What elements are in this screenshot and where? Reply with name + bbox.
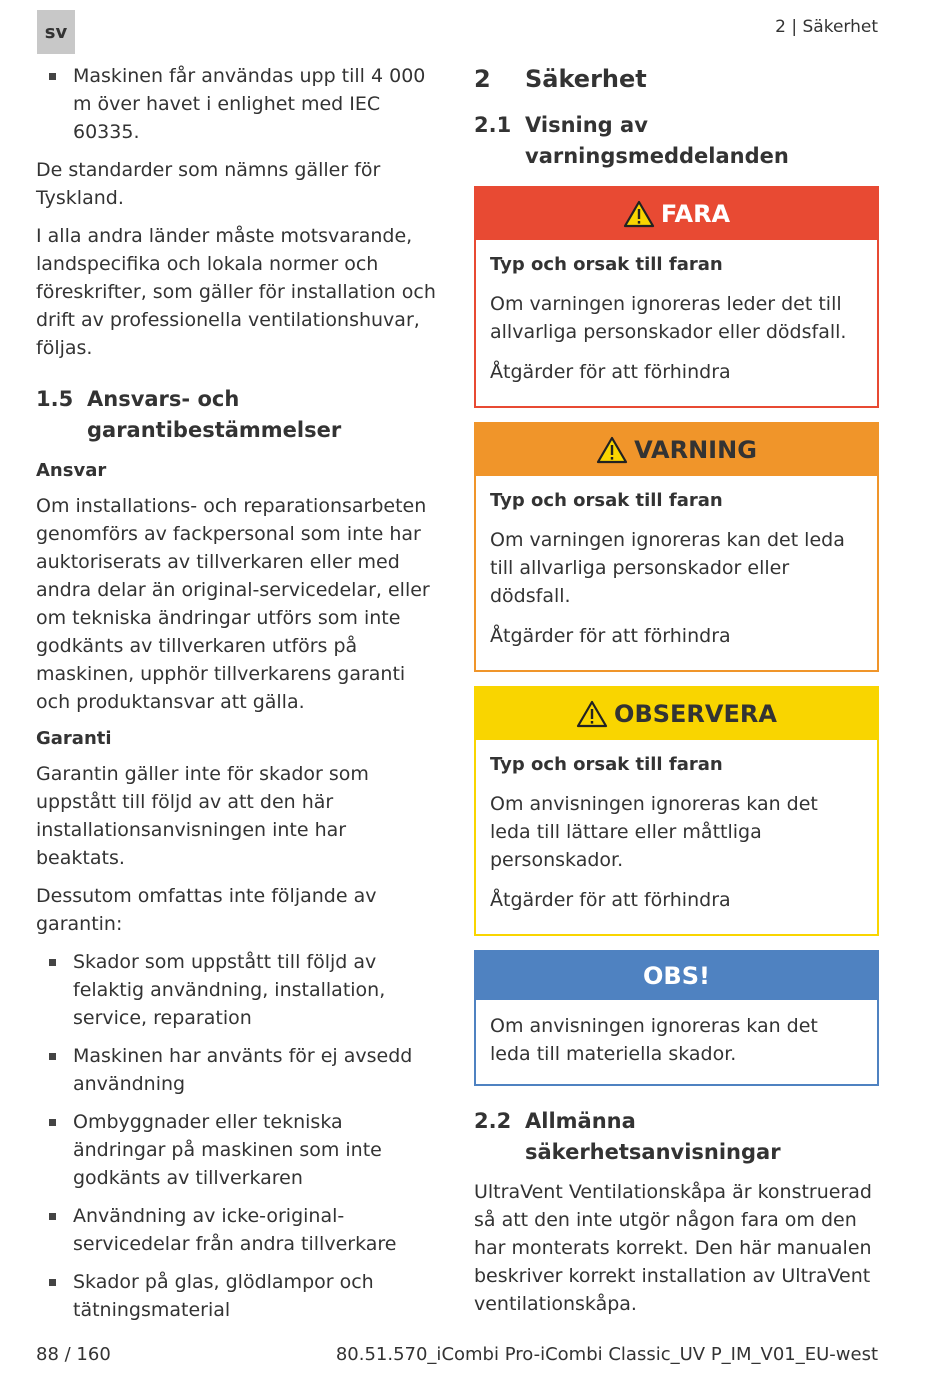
warning-box-varning <box>474 422 879 672</box>
section-title: Allmänna säkerhetsanvisningar <box>525 1109 781 1164</box>
list-item: Ombyggnader eller tekniska ändringar på maskinen som inte godkänts av tillverkaren <box>36 1108 436 1192</box>
subheading-ansvar: Ansvar <box>36 460 107 481</box>
warning-text: Om varningen ignoreras leder det till allvarliga personskador eller dödsfall. <box>490 293 847 343</box>
warning-title: Typ och orsak till faran <box>490 490 723 511</box>
right-column <box>474 62 879 1328</box>
list-item: Skador som uppstått till följd av felaktig användning, installation, service, reparation <box>36 948 436 1032</box>
notice-box-obs <box>474 950 879 1086</box>
notice-header <box>476 952 877 1000</box>
chapter-heading <box>474 62 879 96</box>
language-tab: sv <box>37 10 75 54</box>
section-heading-1-5 <box>36 384 436 446</box>
warning-triangle-icon <box>576 700 608 728</box>
warning-triangle-icon <box>596 436 628 464</box>
warning-label: OBSERVERA <box>614 700 777 728</box>
paragraph: Dessutom omfattas inte följande av garantin: <box>36 885 377 935</box>
warning-body <box>476 240 877 406</box>
list-item: Skador på glas, glödlampor och tätningsmaterial <box>36 1268 436 1324</box>
warning-title: Typ och orsak till faran <box>490 754 723 775</box>
section-title: Ansvars- och garantibestämmelser <box>87 387 342 442</box>
subheading-garanti: Garanti <box>36 728 112 749</box>
warning-triangle-icon <box>623 200 655 228</box>
bullet-list-garanti <box>36 948 436 1324</box>
chapter-number: 2 <box>474 65 491 93</box>
warning-action: Åtgärder för att förhindra <box>490 625 731 647</box>
warning-label: VARNING <box>634 436 757 464</box>
notice-label: OBS! <box>643 962 710 990</box>
section-number: 2.2 <box>474 1109 512 1133</box>
paragraph: Om installations- och reparationsarbeten genomförs av fackpersonal som inte har auktoriserats av tillverkaren eller med andra delar än original-servicedelar, eller om tekniska ändringar utförs som inte godkänts av tillverkaren utförs på maskinen, upphör tillverkarens garanti och produktansvar att gälla. <box>36 495 430 713</box>
warning-header <box>476 188 877 240</box>
paragraph: De standarder som nämns gäller för Tyskland. <box>36 159 381 209</box>
warning-text: Om varningen ignoreras kan det leda till allvarliga personskador eller dödsfall. <box>490 529 845 607</box>
bullet-list-top <box>36 62 436 146</box>
list-item: Maskinen har använts för ej avsedd användning <box>36 1042 436 1098</box>
warning-body <box>476 740 877 934</box>
section-title: Visning av varningsmeddelanden <box>525 113 789 168</box>
chapter-title: Säkerhet <box>525 65 647 93</box>
warning-box-fara <box>474 186 879 408</box>
section-heading-2-2 <box>474 1106 879 1168</box>
warning-header <box>476 424 877 476</box>
warning-text: Om anvisningen ignoreras kan det leda till lättare eller måttliga personskador. <box>490 793 818 871</box>
paragraph: Garantin gäller inte för skador som uppstått till följd av att den här installationsanvisningen inte har beaktats. <box>36 763 369 869</box>
warning-title: Typ och orsak till faran <box>490 254 723 275</box>
list-item: Maskinen får användas upp till 4 000 m över havet i enlighet med IEC 60335. <box>36 62 436 146</box>
running-head: 2 | Säkerhet <box>775 17 878 37</box>
paragraph: I alla andra länder måste motsvarande, landspecifika och lokala normer och föreskrifter, som gäller för installation och drift av professionella ventilationshuvar, följas. <box>36 225 436 359</box>
document-id: 80.51.570_iCombi Pro-iCombi Classic_UV P_IM_V01_EU-west <box>335 1344 878 1365</box>
notice-text: Om anvisningen ignoreras kan det leda till materiella skador. <box>490 1015 818 1065</box>
left-column <box>36 62 436 1334</box>
page-number: 88 / 160 <box>36 1344 111 1365</box>
list-item: Användning av icke-original-servicedelar från andra tillverkare <box>36 1202 436 1258</box>
paragraph: UltraVent Ventilationskåpa är konstruerad så att den inte utgör någon fara om den har monterats korrekt. Den här manualen beskriver korrekt installation av UltraVent ventilationskåpa. <box>474 1181 872 1315</box>
warning-box-observera <box>474 686 879 936</box>
warning-body <box>476 476 877 670</box>
warning-header <box>476 688 877 740</box>
warning-action: Åtgärder för att förhindra <box>490 361 731 383</box>
section-heading-2-1 <box>474 110 879 172</box>
section-number: 2.1 <box>474 113 512 137</box>
notice-body <box>476 1000 877 1084</box>
section-number: 1.5 <box>36 387 74 411</box>
warning-label: FARA <box>660 200 731 228</box>
warning-action: Åtgärder för att förhindra <box>490 889 731 911</box>
